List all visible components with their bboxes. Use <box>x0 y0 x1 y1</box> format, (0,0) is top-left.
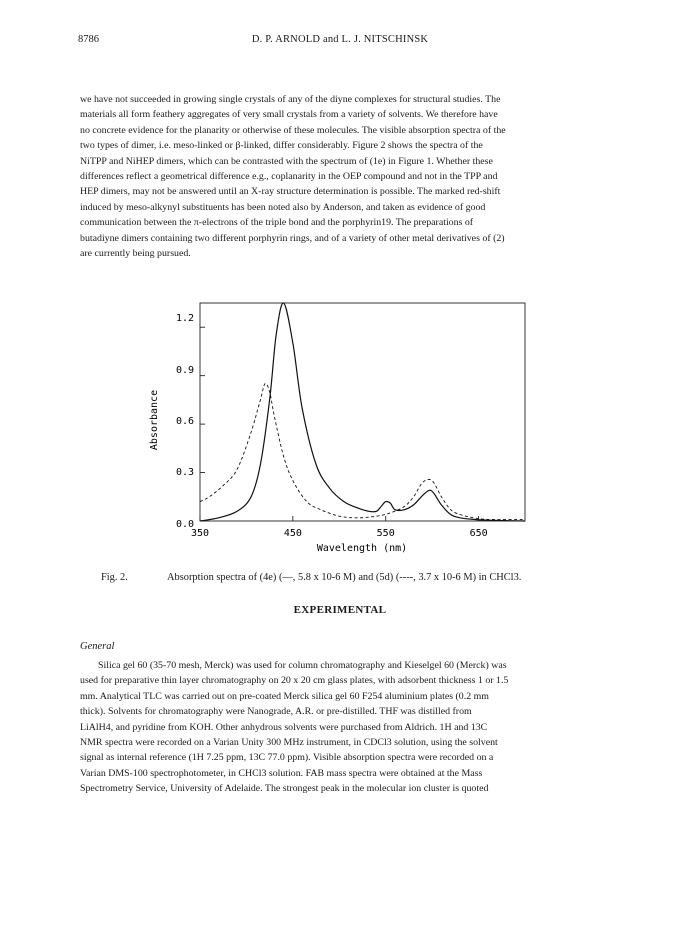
text-line: no concrete evidence for the planarity or otherwise of these molecules. The visible absorption spectra of the <box>80 124 506 136</box>
y-tick-label: 0.6 <box>175 416 194 427</box>
plot-frame <box>200 303 525 521</box>
text-line: butadiyne dimers containing two different porphyrin rings, and of a variety of other metal derivatives of (2) <box>80 232 505 244</box>
running-authors: D. P. ARNOLD and L. J. NITSCHINSK <box>251 34 429 45</box>
text-line: HEP dimers, may not be answered until an X-ray structure determination is possible. The marked red-shift <box>80 186 501 198</box>
text-line: signal as internal reference (1H 7.25 ppm, 13C 77.0 ppm). Visible absorption spectra were recorded on a <box>80 752 494 764</box>
caption-text: Absorption spectra of (4e) (—, 5.8 x 10-6 M) and (5d) (----, 3.7 x 10-6 M) in CHCl3. <box>167 572 522 583</box>
text-line: used for preparative thin layer chromatography on 20 x 20 cm glass plates, with adsorbent thickness 1 or 1.5 <box>80 675 509 687</box>
page-number: 8786 <box>78 34 99 45</box>
x-tick-label: 350 <box>190 528 210 539</box>
text-line: two types of dimer, i.e. meso-linked or β-linked, differ considerably. Figure 2 shows the spectra of the <box>80 140 483 152</box>
series-line-solid <box>200 303 525 521</box>
x-tick-label: 650 <box>469 528 488 539</box>
text-line: differences reflect a geometrical difference e.g., coplanarity in the OEP compound and not in the TPP and <box>80 171 498 183</box>
series-lines <box>200 303 525 521</box>
y-tick-label: 0.9 <box>175 365 194 376</box>
y-axis-label: Absorbance <box>149 389 160 451</box>
text-line: Spectrometry Service, University of Adelaide. The strongest peak in the molecular ion cluster is quoted <box>80 783 489 795</box>
text-line: LiAlH4, and pyridine from KOH. Other anhydrous solvents were purchased from Aldrich. 1H and 13C <box>80 721 488 733</box>
text-line: communication between the π-electrons of the triple bond and the porphyrin19. The preparations of <box>80 217 474 229</box>
y-tick-label: 1.2 <box>175 313 194 324</box>
subsection-heading: General <box>80 641 115 652</box>
text-line: thick). Solvents for chromatography were Nanograde, A.R. or pre-distilled. THF was distilled from <box>80 706 472 718</box>
text-line: materials all form feathery aggregates of very small crystals from a variety of solvents. We therefore have <box>80 109 498 121</box>
text-line: are currently being pursued. <box>80 248 191 260</box>
text-line: induced by meso-alkynyl substituents has been noted also by Anderson, and taken as evidence of good <box>80 201 486 213</box>
x-tick-label: 550 <box>376 528 395 539</box>
text-line: Silica gel 60 (35-70 mesh, Merck) was used for column chromatography and Kieselgel 60 (Merck) was <box>98 660 507 671</box>
y-tick-label: 0.3 <box>175 467 194 478</box>
general-paragraph <box>80 658 600 797</box>
figure-caption <box>101 572 521 583</box>
x-tick-label: 450 <box>283 528 302 539</box>
text-line: we have not succeeded in growing single crystals of any of the diyne complexes for structural studies. The <box>80 94 501 105</box>
text-line: NMR spectra were recorded on a Varian Unity 300 MHz instrument, in CDCl3 solution, using the solvent <box>80 737 498 749</box>
text-line: NiTPP and NiHEP dimers, which can be contrasted with the spectrum of (1e) in Figure 1. Whether these <box>80 155 493 167</box>
x-axis-label: Wavelength (nm) <box>316 543 408 554</box>
section-heading: EXPERIMENTAL <box>293 604 387 616</box>
text-line: Varian DMS-100 spectrophotometer, in CHCl3 solution. FAB mass spectra were obtained at the Mass <box>80 767 483 779</box>
text-line: mm. Analytical TLC was carried out on pre-coated Merck silica gel 60 F254 aluminium plates (0.2 mm <box>80 690 489 702</box>
y-tick-label: 0.0 <box>175 519 194 530</box>
series-line-dashed <box>200 383 525 519</box>
axis-ticks <box>200 327 479 521</box>
caption-label: Fig. 2. <box>101 572 128 583</box>
